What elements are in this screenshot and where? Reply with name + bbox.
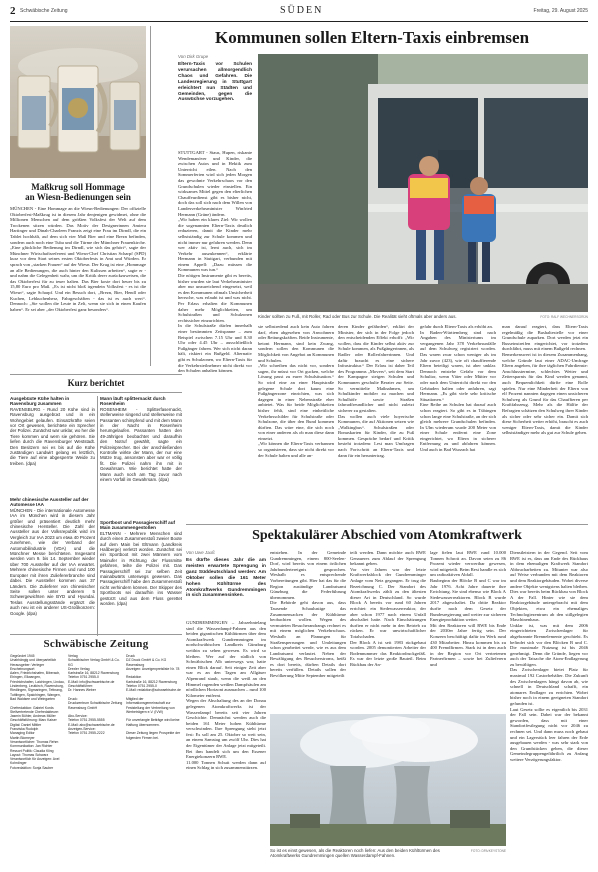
brief-main-heading: Sportboot und Passagierschiff auf Main zusammengestoßen [100, 520, 176, 531]
eltern-taxi-headline: Kommunen sollen Eltern-Taxis einbremsen [214, 28, 530, 47]
section-title: SÜDEN [280, 5, 324, 16]
atom-byline: Von Uwe Jauß [186, 550, 215, 555]
atom-col1: GUNDREMMINGEN – Jahrzehntelang sind die Wasserdampf-Fahnen aus den beiden gigantischen Kühltürmen über dem Atomkraftwerk Gundremmingen im nordschwäbischen Landkreis Günzburg weithin zu sehen gewesen. Es wird so bleiben. Wer auf der südlich von Schwäbischen Alb unterwegs war, hatte einen Blick darauf. Seit einiger Zeit aber war es an den Tagen am Allgäuer Alpenrand staub, wenn die weiß an den Himmel ragenden weißen Dampfsäulen am nördlichen Horizont ausmachen – rund 100 Kilometer entfernt. Wegen der Abschaltung des an der Donau gelegenen Atomkraftwerks ist der Wasserdampf bereits seit vier Jahren Geschichte. Demnächst werden auch die beiden 161 Meter hohen Kühltürme verschwinden. Ihre Sprengung steht jetzt fest: Es soll am 25. Oktober so weit sein, an einem Samstag um zwölf Uhr. Dies hat der Eigentümer der Anlage jetzt mitgeteilt. Bei ihm handelt sich um den Essener Energiekonzern RWE. 11.000 Tonnen Schutt werden dann auf einen Schlag in sich zusammenstürzen. [186, 620, 266, 771]
impressum-right: Druck DZ Druck GmbH & Co. KG Ravensburg Anzeigen: Anzeigenpreisliste Nr. 78 Redaktion Karlstraße 16, 88212 Ravensburg Telefon 0751 2955-0 E-Mail: redaktion@schwaebische.de Mitglied der Informationsgemeinschaft zur Feststellung der Verbreitung von Werbeträgern e.V. (IVW) Für unverlangte Beiträge wird keine Haftung übernommen. Dieser Zeitung liegen Prospekte der folgenden Firmen bei. [126, 654, 181, 740]
brief-kuehe [10, 396, 95, 497]
children-boarding-bus-illustration [258, 54, 588, 312]
brief-rosenheim [100, 396, 182, 517]
brief-main [100, 520, 182, 631]
masthead [10, 5, 588, 19]
eltern-taxi-col1: STUTTGART - Staus, Hupen, riskante Wendemanöver und Kinder, die zwischen Autos und in Hektik zum Unterricht eilen. Nach den Sommerferien wird sich jeden Morgen das gewohnte Verkehrschaos vor den Grundschulen wieder einstellen. Ein wirksames Mittel gegen den elterlichen Chauffeurdienst gibt es bisher nicht, doch das soll sich nach dem Willen von Landesverkehrsminister Winfried Hermann (Grüne) ändern. „Wir haben ein klares Ziel: Wir wollen die sogenannten Eltern-Taxis deutlich reduzieren, damit die Kinder mehr selbstständig zur Schule kommen und nicht immer nur gefahren werden. Denn wer aktiv ist, lernt auch, sich im Verkehr auszukennen“, erklärte Hermann in Stuttgart, verbunden mit einem Appell: „Dazu müssen die Kommunen was tun.“ Die nötigen Instrumente gibt es bereits, bisher wurden sie laut Verkehrsminister aber nur unzureichend eingesetzt, weil es den Kommunen oftmals Unsicherheit herrsche, was erlaubt ist und was nicht. Per Erlass erhalten die Kommunen daher mehr Möglichkeiten, um Schulstraßen und Schulzonen rechtssicher einzurichten. In die Schulstraße dürfen innerhalb einer bestimmten Zeitspanne – zum Beispiel zwischen 7.15 Uhr und 8.30 Uhr oder 4.45 Uhr – ausschließlich Fußgänger fahren. Wer sich nicht daran hält, riskiert ein Bußgeld. Alternativ gibt es Schulzonen, wo Eltern-Taxis für die Verkehrsteilnehmer nicht direkt vor den Schulen anhalten können. [178, 150, 252, 374]
kurz-divider [97, 396, 98, 636]
cooling-towers-illustration [270, 714, 506, 846]
masskrug-photo [10, 26, 146, 178]
atom-col3: teilt werden. Dann möchte auch RWE Genaueres zum Ablauf der Sprengung bekannt geben. Vor vier Jahren war der letzte Kraftwerksblock der Gundremminger Anlage vom Netz gegangen. Er trug die Bezeichnung C. Der Standort des Atomkraftwerks zählt zu den ältesten dieser Art in Deutschland. So wurde Block A bereits vor rund 60 Jahren errichtet: ein Siedewasserreaktor, der aber schon 1977 nach einem Unfall abschaltet hatte. Nach Einschätzungen durften er nicht mehr in den Betrieb zu rücken. Er war unwirtschaftlicher Totalschaden. Der Block A ist seit 1983 rückgebaut worden. 2005 demontierten Arbeiter der Bodennummer das Reaktordruckgefäß. Es war der letzte große Bauteil. Beim Rückbau der An- [350, 550, 426, 667]
impressum-rule [10, 634, 182, 635]
brief-iaa [10, 497, 95, 628]
atom-col4: lage fielen laut RWE rund 10.000 Tonnen Schrott an. Davon seien zu 86 Prozent wieder verwertbar gewesen, wird mitgeteilt. Beim Rest handle es sich um radioaktiven Abfall. Baubeginn der Blöcke B und C war im Jahr 1976. Acht Jahre dauerte ihre Errichtung. Sie sind ebenso wie Block A Siedewasserreaktoren. Block B wurde 2017 abgeschaltet. Da dritte Reaktor durfte nach dem Gesetz der Bundesregierung und weiter zur sicheren Energieproduktion weiter. Mit den Reaktoren will RWE bis Ende der 2030er Jahre fertig sein. Der Konzern beschäftigt dafür im Werk rund 430 Mitarbeiter. Hinzu kommen bis zu 400 Fremdfirmen. Stark ist in dem auch in der Region vor Ort vertretenen Partnerfirmen – sowie bei Zulieferern und [430, 550, 506, 667]
kurz-rule [10, 374, 182, 375]
atom-lead: Es dürfte dieses Jahr die am meisten erwartete Sprengung in ganz Süddeutschland werden: Am Oktober sollen die 161 Meter hohen Kühltürme des Atomkraftwerks Gundremmingen in sich zusammensinken. [186, 558, 266, 599]
brief-iaa-heading: Mehr chinesische Aussteller auf der Automesse IAA [10, 497, 89, 508]
atom-top-rule [186, 524, 588, 525]
brief-rosenheim-body: ROSENHEIM - Splitterfasernackt, stellenweise singend und stellenweise mit Passanten schimpfend und mit dem Mann in der Nacht in Rosenheim herumgelaufen. Passanten hatten den 49-Jährigen beobachtet und daraufhin den Notruf gewählt, sagte ein Polizeisprecher. Bei der anschließenden Kontrolle wirkte der Mann, der nur eine Mütze trug, ansonsten aber war er völlig fit. Die Polizei nahm ihn mit in Gewahrsam. Wie berichtet hatte der Mann auch noch am Tag zuvor nach einem Vorfall im Gewahrsam. (dpa) [100, 406, 182, 483]
school-bus-photo [258, 54, 588, 312]
oktoberfest-body: MÜNCHEN - Eine Hommage an die Wiesn-Bedienungen: Der offizielle Oktoberfest-Maßkrug ist in diesem Jahr denjenigen gewidmet, ohne die Millionen Menschen auf dem größten Volksfest der Welt auf dem Trockenen sitzen würden. Das Motiv der Designerinnen Amiera Hartinger und Dinah-Charleen Franzis zeigt eine Frau im Dirndl, die ein Tablet hochhält, auf dem sich vier Maß Bier und eine Brezn befinden, sondern auch noch eine Tuba und die Türme der Münchner Frauenkirche. „Eine glückliche Bedienung im Dirndl, wie sich das gehört“, sagte der Münchner Wirtschaftsreferent und Wiesn-Chef Christian Scharpf (SPD) kurz vor dem Start seines ersten Oktoberfests in Amt und Würden. Er sprach von „starken Frauen“ auf der Wiesn. Der Krug ist eine „Hommage an alle Bedienungen, die auch hinter den Kulissen arbeiten“, sagte er - und nahm die Gelegenheit wahr, um die Kritik derer zurückzuweisen, die das Oktoberfest für zu teuer halten. Das Bier koste dort heuer bis zu 15,80 Euro pro Maß. „Es ist nicht bloß irgendein Volksfest - es ist die Wiesn“, sagte Scharpf. Und ein Besuch dort, „Brezn, Bier, Hendl oder Kuchen, Lebkuchenherz, Fahrgeschäften - das ist es auch wert“. Dennoch: „Sie wollen die Leute in Zelt, wenn sie sich in einen Kaufen haben“. Er sei aber „der Oktoberfest ganz besonders“. [10, 206, 146, 312]
masthead-rule [10, 21, 588, 22]
atom-headline: Spektakulärer Abschied vom Atomkraftwerk [252, 528, 522, 543]
eltern-taxi-col5: man darauf reagiert, dass Eltern-Taxis regelmäßig die Bushaltestelle vor einer Grundschule zuparken. Dort werden jetzt ein Busseinstreifen eingerichtet, vor trotzdem durchfährt, muss mit einem Bußgeld rechnen. Bemerkenswert ist in diesem Zusammenhang, welche Gründe laut einer ADAC-Umfrage Eltern angeben, für ihre täglichen Fahrdienste: Anschlusstermine, schlechtes Wetter und Zeitersparnis für das Kind werden genannt, auch Bequemlichkeit dürfte eine Rolle spielen. Nur eine Minderheit der Eltern von elf Prozent nannten dagegen einen unsicheren Schulweg als Grund für das Chauffieren per Kraftfahrzeug. Mehr als die Hälfte der Befragten schätzen den Schulweg ihrer Kinder als sicher oder sehr sicher ein. Damit sich diese Sicherheit weiter erhöht, braucht es auch weniger Eltern-Taxis, damit die Kinder selbstständiger mehr als gut zur Schule gehen. [502, 324, 588, 436]
bus-photo-credit: FOTO: RALF WECHNERSGRÜN [540, 315, 588, 319]
beer-mugs-illustration [10, 26, 146, 178]
brief-kuehe-heading: Ausgebüxte Kühe halten in Ravensburg zusammen [10, 396, 70, 407]
main-column-divider [150, 26, 151, 366]
eltern-taxi-col4: gefahr durch Eltern-Taxis als erhöht an. In Baden-Württemberg sind nach Angaben des Ministeriums im vergangenen Jahr 378 Verkehrsunfälle auf dem Schulweg registriert worden. Das waren zwar schon weniger als im Jahr zuvor (423), wie oft chauffierende Eltern beteiligt waren, ist aber unklar. Dennoch entstehe Gefahr vor dem Schultor, wenn Väter oder Mütter vor oder nach dem Unterricht direkt vor den Gebäuden halten oder anfahren, sagt Hermann. „Es gibt viele sehr kritische Situationen.“ Eine Reihe an Schulen hat darauf auch schon reagiert. So gibt es in Tübingen schon lange eine Schulstraße, an der sich gleich mehrere Grundschulen befinden. In Ulm wiederum wurde 200 Meter von einer Schule entfernt eine Zone eingerichtet, wo Eltern in sicherer Entfernung zu und abfahren können. Und auch in Bad Wurzach hat [420, 324, 496, 453]
brief-iaa-body: MÜNCHEN - Die internationale Automesse IAA im München wird in diesem Jahr größer und präsentiert deutlich mehr chinesische Hersteller. Die Zahl der Aussteller aus der Volksrepublik wird im Vergleich zur IAA 2023 um etwa 40 Prozent zunehmen, wie der Verband der Automobilindustrie (VDA) und die Münchner Messe berichteten. Insgesamt werden vom 9. bis 14. September wieder über 700 Aussteller auf der IAA erwartet. Mehrere chinesische Firmen und rund 100 Europäer mit ihren Zuliefererbranche sind dabei. Die Aussteller kommen aus 37 Ländern. Die Zulieferer von chinesischer Seite sollen unter anderem 5 Schwergewichten wie BYD und Hyundai. Teslas Ausstellungsstände ergänzt die auch neu ist ein anderer US-Großkonzern: Google. (dpa) [10, 507, 95, 616]
eltern-taxi-col2: sie selbstredend auch kein Auto fahren darf, eben abgesehen von Anwohnern oder Rettungskräften. Beide Instrumente, betont Hermann, sind kein Zwang, sondern sollen den Kommunen die Möglichkeit von Angebot an Kommunen und Schulen. „Wir schreiben das nicht vor, sondern sagen, ihr müsst vor Ort gucken, welche Lösung passt zu eurer Schulsituation.“ So wird eine an einer Hauptstraße gelegene Schule dort kaum eine Fußgängerzone einrichten, was sich dagegen in einer Nebenstraße eher anbietet. Was für beide Möglichkeiten bisher fehlt, sind eine einheitliche Verkehrsschilder für Schulstraße oder Schulzone, die über den Bund kommen dürften. Das wäre eine, die sich noch von einer anderen als ob man diese dann einsetzt. „Wir können die Eltern-Taxis verbannen so organisieren, dass sie nicht direkt vor der Schule halten und alle an- [258, 324, 334, 458]
page-number: 2 [10, 5, 16, 17]
bus-photo-caption: Kinder sollten zu Fuß, mit Roller, Rad oder Bus zur Schule. Die Realität sieht oftmals aber anders aus. [258, 314, 457, 319]
atom-col2: entstehen. In der Gemeinde Gundremmingen, einem 800-Seelen-Dorf, wird bereits von einem örtlichen Jahrhundertereignis gesprochen. Weshalb es entsprechende Vorbereitungen gibt. Hier hat das für die Region zuständige Landratsamt Günzburg die Federführung übernommen. Die Behörde geht davon aus, dass Tausende Schaulustige das Zusammensacken der Kühltürme beobachten wollen. Wegen des vermuteten Besucherandrangs rechnet es mit einem möglichen Verkehrschaos. Weshalb an Planungen für Straßensperrungen und Umleitungen schon gearbeitet werde, wie es aus dem Landratsamt verlautet. Neben der Bewältigung des Besucherstroms, heißt es dort bereits, dürften Details dort bereits verfüllen. Details sollen der Bevölkerung Mitte September mitgeteilt [270, 550, 346, 679]
kurz-berichtet-title: Kurz berichtet [67, 378, 125, 388]
oktoberfest-headline: Maßkrug soll Hommage an Wiesn-Bedienungen sein [25, 182, 131, 202]
atom-col5: Dienstleistern in der Gegend. Seit vom RWE ist es, dass am Ende des Rückbaus in dem ehemaligen Kraftwerk Standort Abbrucharbeiten zu. Mitunter war also auf Weise verbunden mit dem Reaktoren und dem Reaktorgebäuden. Wobei diverse andere Objekte wenigstens halten bleiben. Dies war bereits beim Rückbau von Block A der Fall. Hinter wie sie dem Reaktorgebäude untergebracht mit dem Objekten, etwa ein ehemaliges Technologiezentrum ab den stillgelegten Maschinenhaus. Unklar ist, was mit dem 2006 eingerichteten Zwischenlager für abgebrannte Brennelemente geschieht. Es befindet sich vor den Blöcken B und C. Die maximale Nutzung ist bis 2046 genehmigt. Denn die Gründe, liegen vor auch der Tatsache die Atom-Endlagerung zu bewältigen. Das Zwischenlager bietet Platz für maximal 192 Castorbehälter. Die Zukunft des Zwischenlagers hängt davon ab, wie schnell in Deutschland schafft, ein atomares Endlager zu errichten. Wobei bisher noch in einem geeigneten Standort gefunden ist. Laut Gesetz sollte es eigentlich bis 2031 der Fall sein. Dabei war der bekannt geworden, dass mit einer Standortfestlegung nicht vor 2046 zu rechnen sei. Und dann muss noch gebaut und ein Lagerstück leer fahren der Erde ausgebauen werden - was sehr stark von den Grundstücken geben, die dieser Gemeindegruppengefährtlich zu Anfang weitere Verzögerungsfaktor. [510, 550, 588, 762]
impressum-center: Verlag Schwäbischer Verlag GmbH & Co. KG Drexler Verlag Karlstraße 16, 88212 Ravensburg Telefon 0751 2955-0 E-Mail: info@schwaebische.de Geschäftsführer: Dr. Hannes Weber Druck: Druckzentrum Schwäbische Zeitung Ravensburg GmbH Abo-Service: Telefon 0751 2955-5555 E-Mail: abo@schwaebische.de Anzeigen-Service: Telefon 0751 2955-2222 [68, 654, 123, 736]
towers-photo-caption: So ist es einst gewesen, als die Reaktoren noch liefen: Aus den beiden Kühltürmen des Atomkraftwerks Gundremmingen quellen Wasserdampf-Fahnen. [270, 848, 440, 858]
kurz-rule-bottom [10, 392, 182, 393]
eltern-taxi-col3: deren Kinder gefährden“, erklärt der Minister, der sich in der Folge jedoch den entscheidenden Effekt erhofft: „Wir wollen, dass die Kinder selbst aktiv zur Schule kommen, als Fußgängerinnen, als Radler oder Rollerfahrerinnen. Und dafür braucht es eine sichere Infrastruktur.“ Der Erlass ist daher Teil des Programms „Movers“, seit dem Start der Kampagne steigen Schulen und Kommunen geschulte Berater zur Seite. So vermittelte Maßnahmen, um Schulkinder mobiler zu machen und Schulhöfe sowie Straßen fahrradfreundlicher und nicht zuletzt sicherer zu gestalten. Das wollen auch viele hoyerische Kommunen, die auf Aktionen setzen wie „Walkingbus“. Schulstraßen oder Bonuskarten für Kinder, die zu Fuß kommen. Gespräche bedarf und Kritik besteht trotzdem: Lest man Umfragen nach Fortschritt an Eltern-Taxis und dann für ein heruntertrag. [338, 324, 414, 458]
brief-rosenheim-heading: Mann läuft splitternackt durch Rosenheim [100, 396, 166, 407]
brief-kuehe-body: RAVENSBURG - Rund 20 Kühe sind in Ravensburg ausgebüxt und in ein Wohngebiet gelaufen. Einsatzkräfte seien vor Ort gewesen, berichtete ein Sprecher der Polizei. Zunächst war unklar, wo her die Tiere kommen und wem sie gehören. Sie liefen durch die Ravensburger Weststadt. Den Besitzern sei es bis auf die Kühe zuständigen Landwirt gelang es letztlich, die Tiere auf eine abgesperrte Weide zu treiben. (dpa) [10, 406, 95, 466]
paper-name: Schwäbische Zeitung [20, 8, 68, 14]
eltern-taxi-byline: Von Dirk Grupe [178, 54, 209, 59]
issue-date: Freitag, 29. August 2025 [533, 8, 588, 14]
newspaper-logo: Schwäbische Zeitung [43, 638, 149, 650]
brief-main-body: ELTMANN - Mehrere Menschen sind durch einen Zusammenstoß zweier Boote auf dem Main bei Eltmann (Landkreis Haßberge) verletzt worden. Zunächst sei ein Sportboot mit zwei Männern vom Mainufer in Richtung der Flussmitte gefahren, teilte die Polizei mit. Das Passagierschiff sei zur selben Zeit mainabwärts unterwegs gewesen. Das Passagierschiff habe den Zusammenstoß nicht verhindern können. Der Skipper des Sportboots sei daraufhin ins Wasser gestürzt und aus dem Fluss gerettet worden. (dpa) [100, 530, 182, 607]
towers-photo-credit: FOTO: DPA/KEYSTONE [470, 849, 506, 853]
impressum-left: Gegründet 1945 Unabhängig und überparteilich Herausgeber: Verleger Erscheinungsort Aalen, Friedrichshafen, Biberach, Ehingen, Ellwangen, Friedrichshafen, Laichingen, Lindau, Lindenberg, Leutkirch, Ravensburg, Riedlingen, Sigmaringen, Tettnang, Tuttlingen, Spaichingen, Wangen, Bad Waldsee und Weingarten Chefredaktion: Gabriel Kords Stellvertretende Chefredakteure: Jasmin Bühler, Andreas Müller Geschäftsführung: Marc Kaiser Digital: Daniel Mittler Franziska Rudolph Managing Editor Martin Blomeyer Verantwortlicher: Thomas Rehm Kommunikation: Jan Richter Ressort Politik: Claudia Kling Layout: Thomas Schwarz Verantwortlich für Anzeigen: Axel Kohrdinger Fotoredaktion: Sonja Sauber [10, 654, 65, 770]
eltern-taxi-lead: Eltern-Taxis vor Schulen verursachen allmorgendlich Chaos und Gefahren. Die Landesregierung in Stuttgart erleichtert nun Städten und Gemeinden, gegen die Auswüchse vorzugehen. [178, 62, 252, 103]
cooling-towers-photo [270, 714, 506, 846]
